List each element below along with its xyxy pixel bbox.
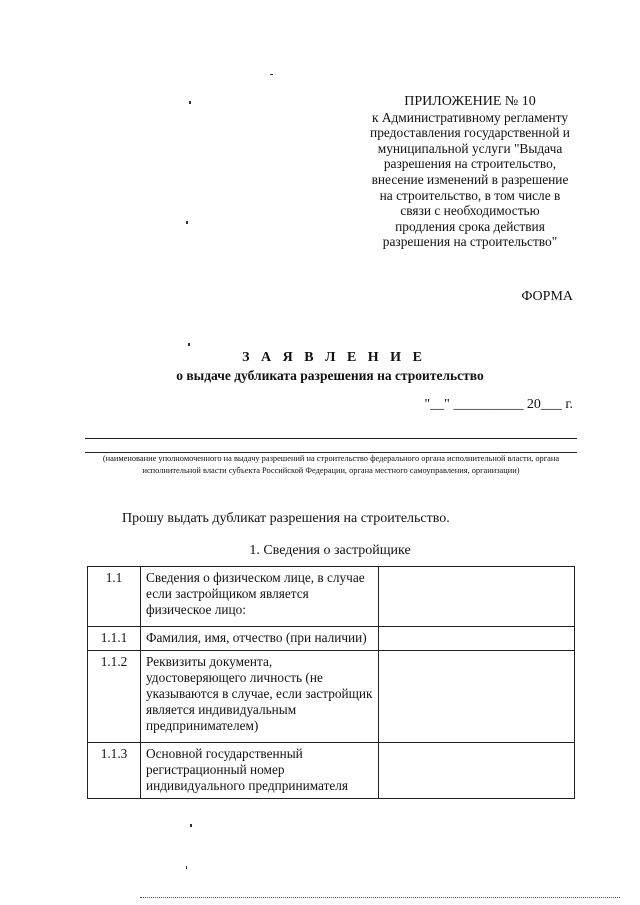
row-label: Сведения о физическом лице, в случае если застройщиком является физическое лицо:: [141, 567, 379, 627]
appendix-line: внесение изменений в разрешение: [371, 171, 569, 187]
row-value-field[interactable]: [379, 651, 575, 743]
appendix-line: предоставления государственной и: [370, 125, 570, 141]
scan-speck: [188, 343, 190, 346]
document-title: З А Я В Л Е Н И Е: [242, 350, 426, 365]
row-label: Реквизиты документа, удостоверяющего личность (не указываются в случае, если застройщик является индивидуальным предпринимателем): [141, 651, 379, 743]
scan-edge-artifact: [140, 897, 620, 898]
scan-speck: [190, 824, 192, 827]
appendix-line: к Административному регламенту: [371, 109, 569, 125]
scan-speck: [189, 101, 191, 104]
row-value-field[interactable]: [379, 627, 575, 651]
scan-speck: [186, 221, 188, 224]
row-number: 1.1.2: [88, 651, 141, 743]
date-field[interactable]: "__" __________ 20___ г.: [424, 397, 573, 412]
scan-speck: [186, 866, 187, 869]
scan-speck: [270, 74, 273, 75]
row-number: 1.1.3: [88, 743, 141, 799]
authority-caption: (наименование уполномоченного на выдачу разрешений на строительство федерального органа исполнительной власти, органа исполнительной власти субъекта Российской Федерации, органа местного самоуправления, организации): [102, 454, 560, 476]
row-value-field[interactable]: [379, 567, 575, 627]
table-row: [88, 627, 575, 651]
section-title: 1. Сведения о застройщике: [249, 543, 411, 558]
appendix-line: на строительство, в том числе в: [379, 187, 561, 203]
row-value-field[interactable]: [379, 743, 575, 799]
appendix-block: [345, 94, 595, 250]
appendix-line: разрешения на строительство,: [383, 156, 557, 172]
row-label: Фамилия, имя, отчество (при наличии): [141, 627, 379, 651]
applicant-info-table: [87, 566, 575, 799]
table-row: [88, 567, 575, 627]
appendix-line: разрешения на строительство": [382, 234, 558, 250]
appendix-line: продления срока действия: [395, 218, 545, 234]
form-label: ФОРМА: [521, 289, 573, 304]
appendix-line: муниципальной услуги "Выдача: [377, 140, 563, 156]
row-label: Основной государственный регистрационный номер индивидуального предпринимателя: [141, 743, 379, 799]
appendix-title: ПРИЛОЖЕНИЕ № 10: [404, 94, 536, 109]
appendix-line: связи с необходимостью: [400, 203, 540, 219]
table-row: [88, 743, 575, 799]
table-row: [88, 651, 575, 743]
document-subtitle: о выдаче дубликата разрешения на строительство: [176, 368, 484, 383]
row-number: 1.1.1: [88, 627, 141, 651]
row-number: 1.1: [88, 567, 141, 627]
authority-fill-line[interactable]: [85, 438, 577, 439]
request-text: Прошу выдать дубликат разрешения на строительство.: [122, 511, 450, 526]
